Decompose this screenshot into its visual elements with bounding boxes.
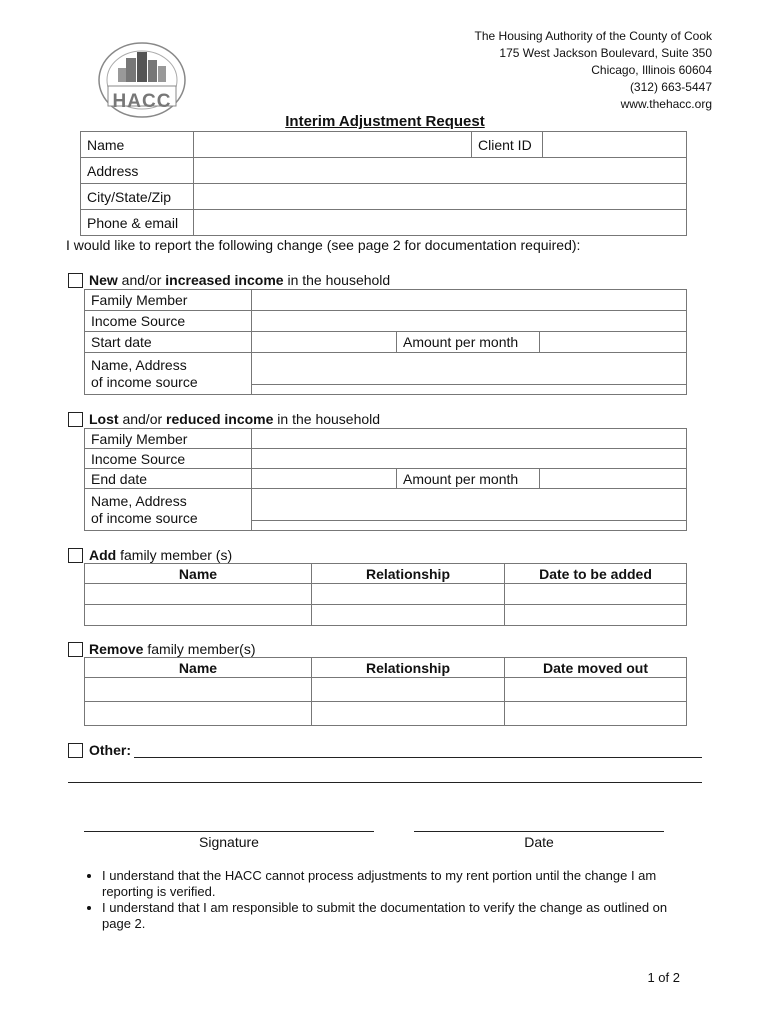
- family-member-text: family member (s): [116, 547, 233, 563]
- add-label: Add: [89, 547, 117, 563]
- add-relationship-cell[interactable]: [312, 584, 505, 605]
- name-address-line2: of income source: [91, 373, 198, 390]
- income-source-address-input[interactable]: [252, 489, 687, 531]
- col-relationship: Relationship: [312, 658, 505, 678]
- remove-label: Remove: [89, 641, 144, 657]
- remove-member-heading: [68, 641, 255, 657]
- other-line-1[interactable]: [134, 757, 702, 758]
- remove-member-checkbox[interactable]: [68, 642, 83, 657]
- end-date-label: End date: [85, 469, 252, 489]
- acknowledgement-list: [72, 868, 682, 932]
- address-input[interactable]: [194, 158, 687, 184]
- name-address-label: [85, 353, 252, 395]
- other-heading: [68, 742, 131, 758]
- amount-label: Amount per month: [397, 469, 540, 489]
- client-info-table: [80, 131, 687, 236]
- organization-address: [475, 28, 712, 113]
- household-text: in the household: [273, 411, 381, 427]
- household-text: in the household: [283, 272, 391, 288]
- amount-input[interactable]: [540, 332, 687, 353]
- start-date-input[interactable]: [252, 332, 397, 353]
- remove-member-table: [84, 657, 687, 726]
- page-title: Interim Adjustment Request: [285, 113, 485, 130]
- remove-relationship-cell[interactable]: [312, 678, 505, 702]
- lost-income-checkbox[interactable]: [68, 412, 83, 427]
- page-number: 1 of 2: [647, 970, 680, 985]
- new-income-checkbox[interactable]: [68, 273, 83, 288]
- phone-input[interactable]: [194, 210, 687, 236]
- col-relationship: Relationship: [312, 564, 505, 584]
- other-label: Other:: [89, 742, 131, 758]
- start-date-label: Start date: [85, 332, 252, 353]
- income-source-address-input[interactable]: [252, 353, 687, 395]
- increased-income-label: increased income: [165, 272, 284, 288]
- add-member-table: [84, 563, 687, 626]
- name-address-line1: Name, Address: [91, 492, 187, 509]
- org-city: Chicago, Illinois 60604: [591, 63, 712, 77]
- name-label: Name: [81, 132, 194, 158]
- city-label: City/State/Zip: [81, 184, 194, 210]
- add-member-checkbox[interactable]: [68, 548, 83, 563]
- income-source-input[interactable]: [252, 311, 687, 332]
- add-date-cell[interactable]: [505, 584, 687, 605]
- family-member-input[interactable]: [252, 290, 687, 311]
- add-date-cell[interactable]: [505, 605, 687, 626]
- city-input[interactable]: [194, 184, 687, 210]
- end-date-input[interactable]: [252, 469, 397, 489]
- org-website: www.thehacc.org: [620, 97, 712, 111]
- income-source-label: Income Source: [85, 311, 252, 332]
- add-name-cell[interactable]: [85, 584, 312, 605]
- org-phone: (312) 663-5447: [629, 80, 712, 94]
- lost-income-table: [84, 428, 687, 531]
- remove-name-cell[interactable]: [85, 702, 312, 726]
- hacc-logo: [96, 40, 188, 120]
- family-member-label: Family Member: [85, 429, 252, 449]
- client-id-input[interactable]: [543, 132, 687, 158]
- amount-input[interactable]: [540, 469, 687, 489]
- instruction-text: I would like to report the following change (see page 2 for documentation required):: [66, 237, 581, 253]
- amount-label: Amount per month: [397, 332, 540, 353]
- org-name: The Housing Authority of the County of Cook: [474, 29, 712, 43]
- remove-date-cell[interactable]: [505, 678, 687, 702]
- income-source-input[interactable]: [252, 449, 687, 469]
- lost-income-heading: [68, 411, 380, 427]
- other-checkbox[interactable]: [68, 743, 83, 758]
- client-id-label: Client ID: [472, 132, 543, 158]
- name-input[interactable]: [194, 132, 472, 158]
- col-name: Name: [85, 658, 312, 678]
- date-line[interactable]: [414, 831, 664, 832]
- name-address-line2: of income source: [91, 509, 198, 526]
- family-member-input[interactable]: [252, 429, 687, 449]
- acknowledgement-item: • I understand that the HACC cannot process adjustments to my rent portion until the change I am reporting is verified.: [102, 868, 682, 900]
- other-line-2[interactable]: [68, 782, 702, 783]
- name-address-line1: Name, Address: [91, 356, 187, 373]
- remove-date-cell[interactable]: [505, 702, 687, 726]
- remove-name-cell[interactable]: [85, 678, 312, 702]
- phone-label: Phone & email: [81, 210, 194, 236]
- col-date-added: Date to be added: [505, 564, 687, 584]
- remove-relationship-cell[interactable]: [312, 702, 505, 726]
- family-member-text: family member(s): [143, 641, 256, 657]
- col-name: Name: [85, 564, 312, 584]
- name-address-label: [85, 489, 252, 531]
- signature-line[interactable]: [84, 831, 374, 832]
- date-label: Date: [524, 834, 554, 850]
- address-label: Address: [81, 158, 194, 184]
- reduced-income-label: reduced income: [166, 411, 274, 427]
- add-member-heading: [68, 547, 232, 563]
- new-label: New: [89, 272, 118, 288]
- and-or-text: and/or: [118, 411, 167, 427]
- col-date-moved-out: Date moved out: [505, 658, 687, 678]
- add-name-cell[interactable]: [85, 605, 312, 626]
- lost-label: Lost: [89, 411, 119, 427]
- income-source-label: Income Source: [85, 449, 252, 469]
- org-street: 175 West Jackson Boulevard, Suite 350: [499, 46, 712, 60]
- new-income-heading: [68, 272, 390, 288]
- add-relationship-cell[interactable]: [312, 605, 505, 626]
- signature-label: Signature: [199, 834, 259, 850]
- new-income-table: [84, 289, 687, 395]
- family-member-label: Family Member: [85, 290, 252, 311]
- logo-text: HACC: [112, 91, 172, 112]
- and-or-text: and/or: [117, 272, 166, 288]
- acknowledgement-item: • I understand that I am responsible to submit the documentation to verify the change as outlined on page 2.: [102, 900, 682, 932]
